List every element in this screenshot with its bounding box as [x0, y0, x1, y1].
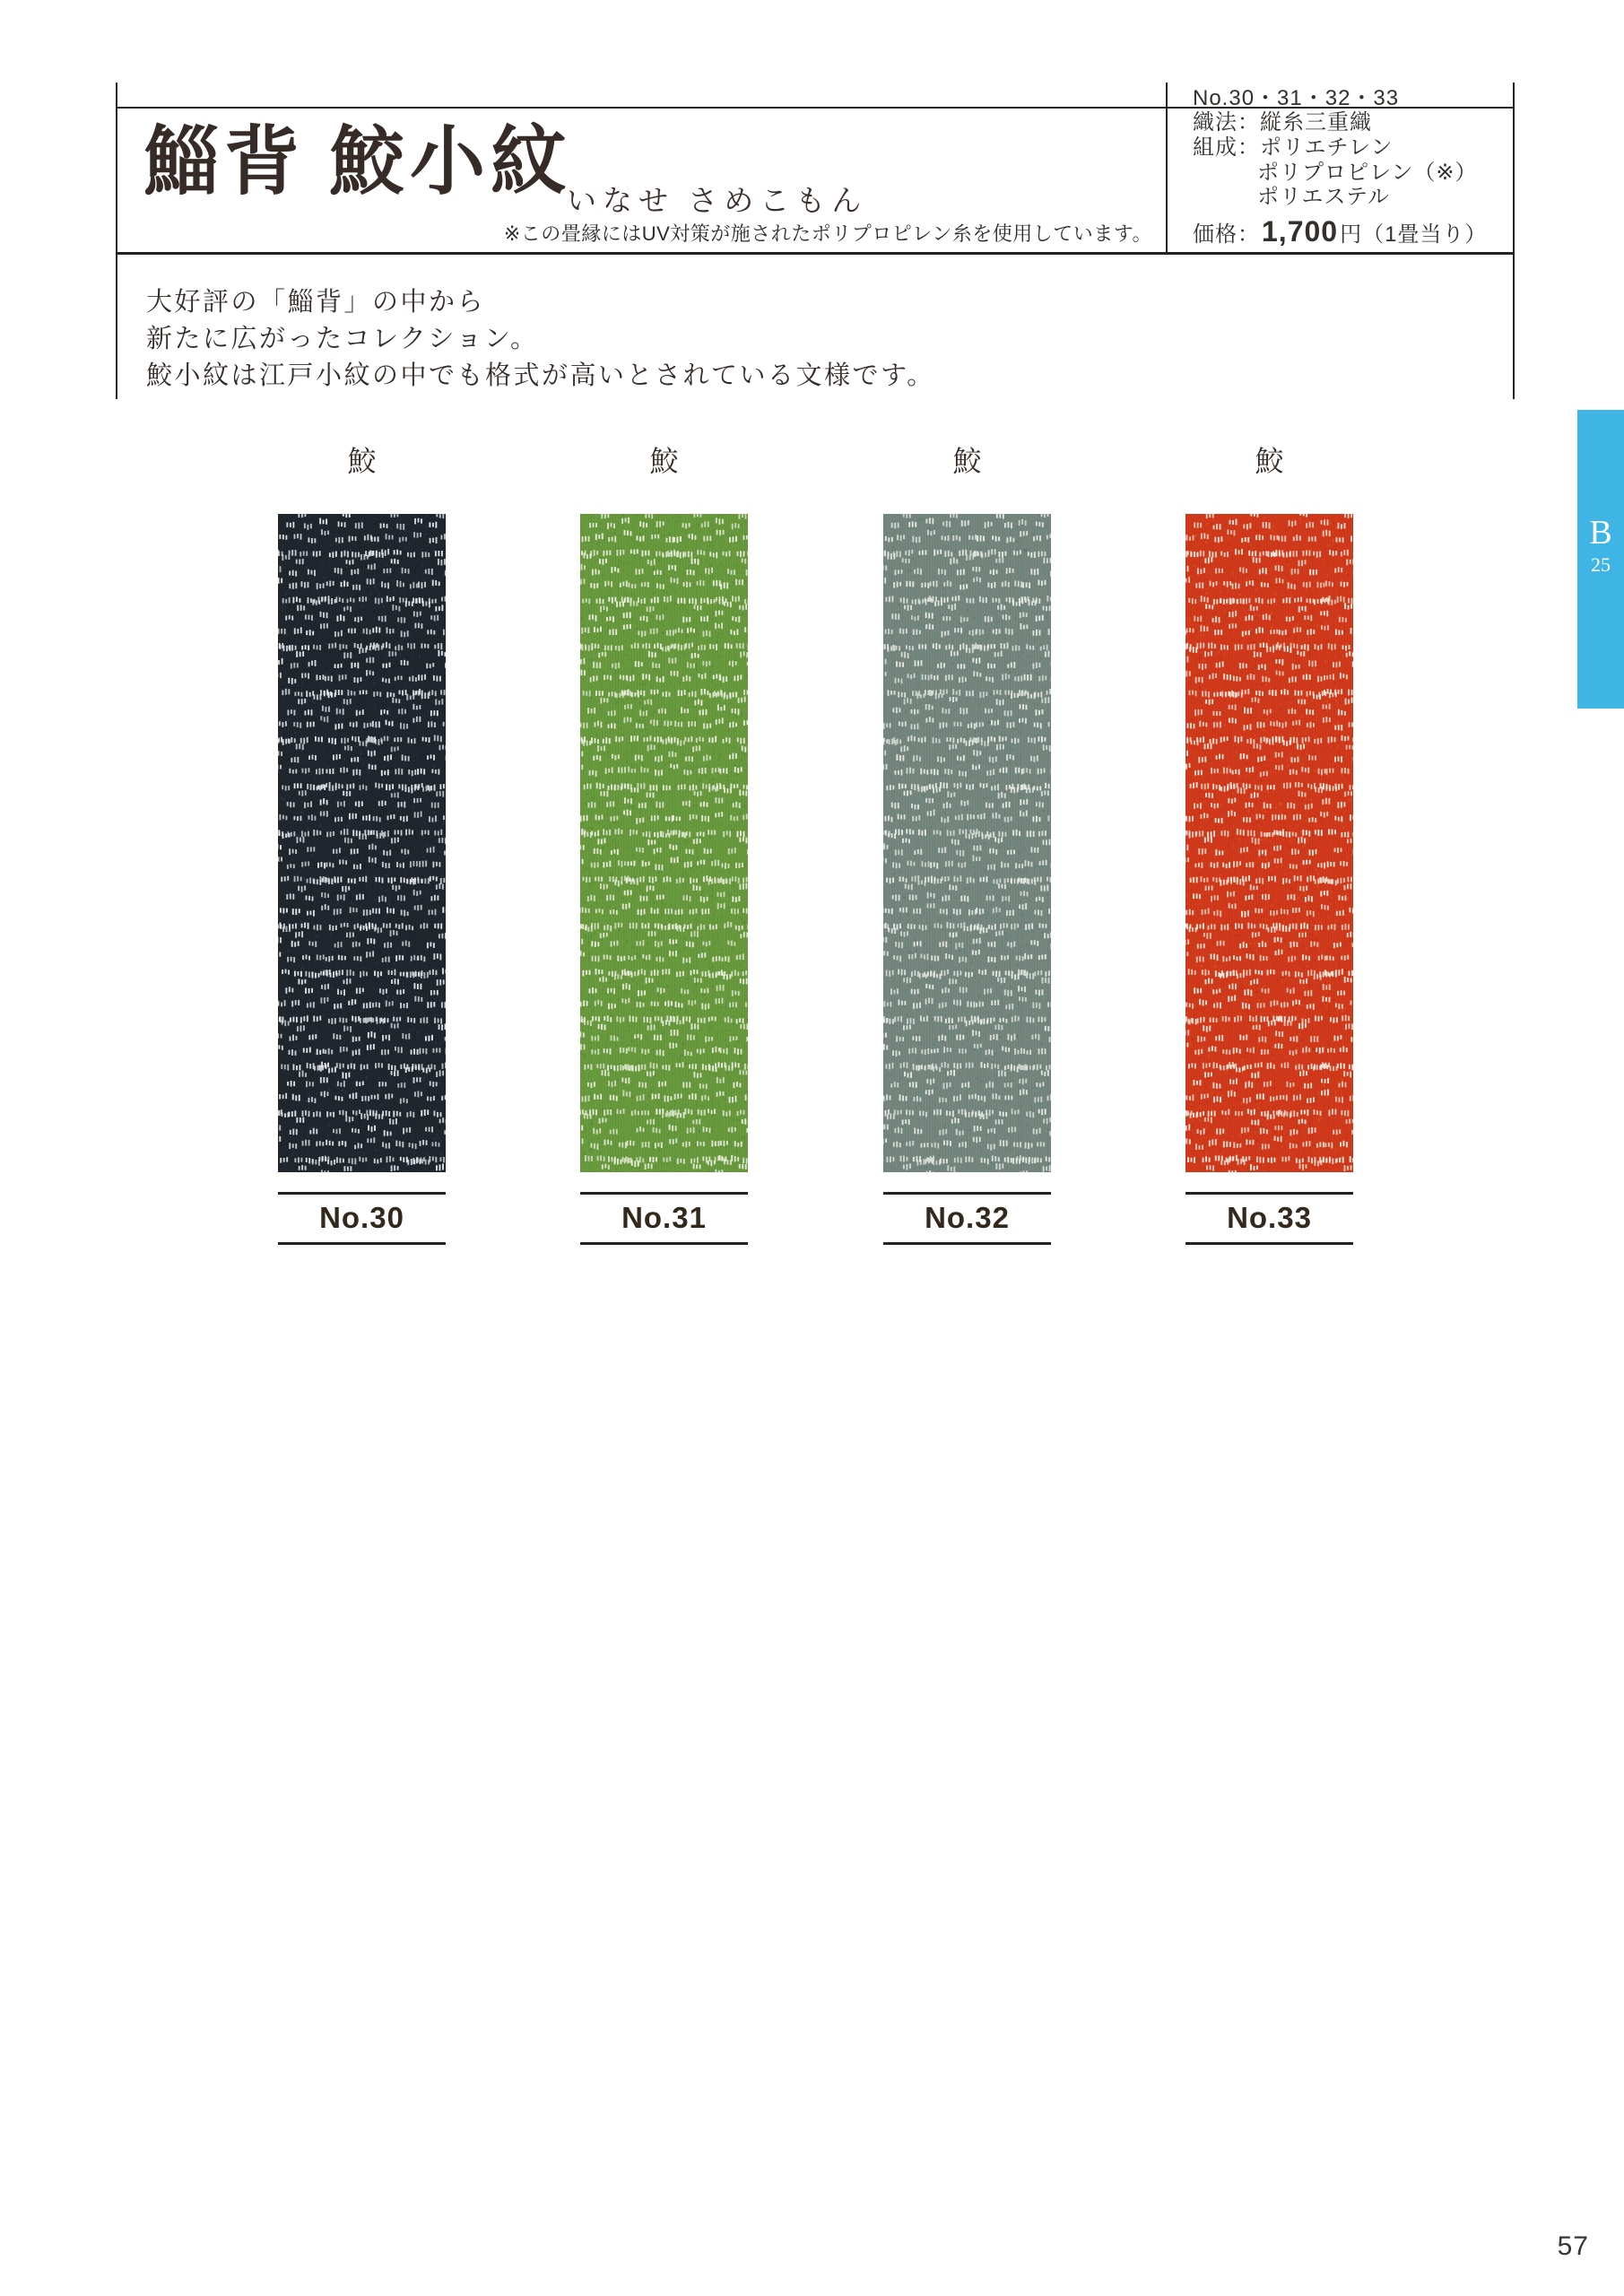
- composition-line-1: 組成：ポリエチレン: [1193, 135, 1394, 160]
- title-reading: いなせ さめこもん: [567, 186, 868, 218]
- price-row: [1193, 215, 1487, 248]
- section-index-tab: [1577, 410, 1624, 709]
- price-unit: 円（1畳当り）: [1340, 222, 1488, 247]
- swatch-column-no32: [883, 446, 1051, 1253]
- swatch-pattern-label: 鮫: [952, 445, 982, 477]
- fabric-swatch-no31: [580, 514, 748, 1172]
- composition-line-2: ポリプロピレン（※）: [1257, 161, 1478, 185]
- uv-note: ※この畳縁にはUV対策が施されたポリプロピレン糸を使用しています。: [503, 222, 1152, 245]
- header-left-rule: [116, 83, 117, 399]
- page-title: 鯔背 鮫小紋: [143, 121, 572, 204]
- swatch-pattern-label: 鮫: [347, 445, 377, 477]
- swatch-column-no31: [580, 446, 748, 1253]
- description-line-3: 鮫小紋は江戸小紋の中でも格式が高いとされている文様です。: [146, 361, 935, 390]
- swatch-pattern-label: 鮫: [1255, 445, 1284, 477]
- swatch-number-label: No.31: [580, 1192, 748, 1245]
- fabric-swatch-no30: [278, 514, 446, 1172]
- section-letter: B: [1589, 514, 1612, 552]
- fabric-swatch-no32: [883, 514, 1051, 1172]
- header-bottom-rule: [116, 252, 1515, 255]
- swatch-number-label: No.32: [883, 1192, 1051, 1245]
- header-right-rule: [1513, 83, 1515, 399]
- composition-line-3: ポリエステル: [1257, 185, 1390, 209]
- swatch-column-no33: [1185, 446, 1353, 1253]
- info-box-divider-rule: [1166, 83, 1168, 255]
- price-value: 1,700: [1262, 215, 1339, 248]
- swatch-column-no30: [278, 446, 446, 1253]
- swatch-number-label: No.33: [1185, 1192, 1353, 1245]
- description-line-1: 大好評の「鯔背」の中から: [146, 288, 486, 317]
- weave-spec: 織法：縦糸三重織: [1193, 110, 1372, 135]
- price-label: 価格：: [1193, 222, 1260, 247]
- swatch-number-label: No.30: [278, 1192, 446, 1245]
- page-number: 57: [1557, 2231, 1589, 2261]
- swatch-pattern-label: 鮫: [649, 445, 679, 477]
- fabric-swatch-no33: [1185, 514, 1353, 1172]
- section-number: 25: [1591, 553, 1611, 576]
- description-line-2: 新たに広がったコレクション。: [146, 325, 539, 353]
- product-numbers: No.30・31・32・33: [1193, 86, 1400, 110]
